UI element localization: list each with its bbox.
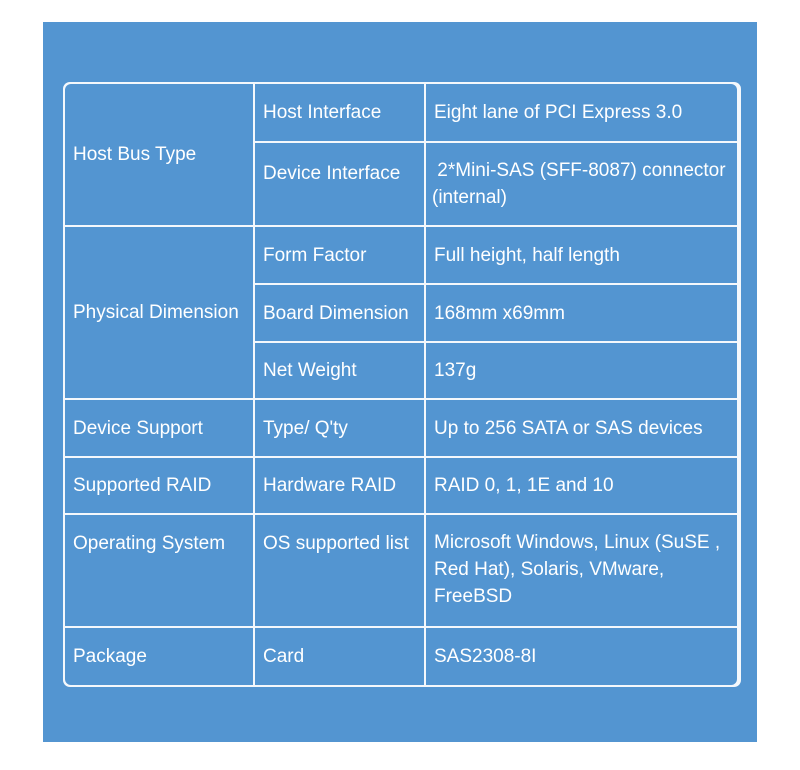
item-label: Host Interface: [255, 84, 424, 141]
item-label: Type/ Q'ty: [255, 400, 424, 456]
item-value: Eight lane of PCI Express 3.0: [426, 84, 737, 141]
group-label: Physical Dimension: [65, 227, 253, 398]
item-value: Microsoft Windows, Linux (SuSE , Red Hat), Solaris, VMware, FreeBSD: [426, 515, 737, 626]
item-label: Hardware RAID: [255, 458, 424, 513]
item-label: Form Factor: [255, 227, 424, 283]
item-label: OS supported list: [255, 515, 424, 626]
item-value: RAID 0, 1, 1E and 10: [426, 458, 737, 513]
spec-panel: [43, 22, 757, 742]
item-value: 2*Mini-SAS (SFF-8087) connector (internal): [426, 143, 737, 225]
group-label: Host Bus Type: [65, 84, 253, 225]
group-label: Operating System: [65, 515, 253, 626]
item-label: Net Weight: [255, 343, 424, 398]
item-label: Device Interface: [255, 143, 424, 225]
item-value: 137g: [426, 343, 737, 398]
item-label: Card: [255, 628, 424, 685]
item-value: Full height, half length: [426, 227, 737, 283]
group-label: Supported RAID: [65, 458, 253, 513]
item-value: SAS2308-8I: [426, 628, 737, 685]
item-value: Up to 256 SATA or SAS devices: [426, 400, 737, 456]
item-label: Board Dimension: [255, 285, 424, 341]
group-label: Device Support: [65, 400, 253, 456]
group-label: Package: [65, 628, 253, 685]
item-value: 168mm x69mm: [426, 285, 737, 341]
spec-table: [63, 82, 741, 687]
